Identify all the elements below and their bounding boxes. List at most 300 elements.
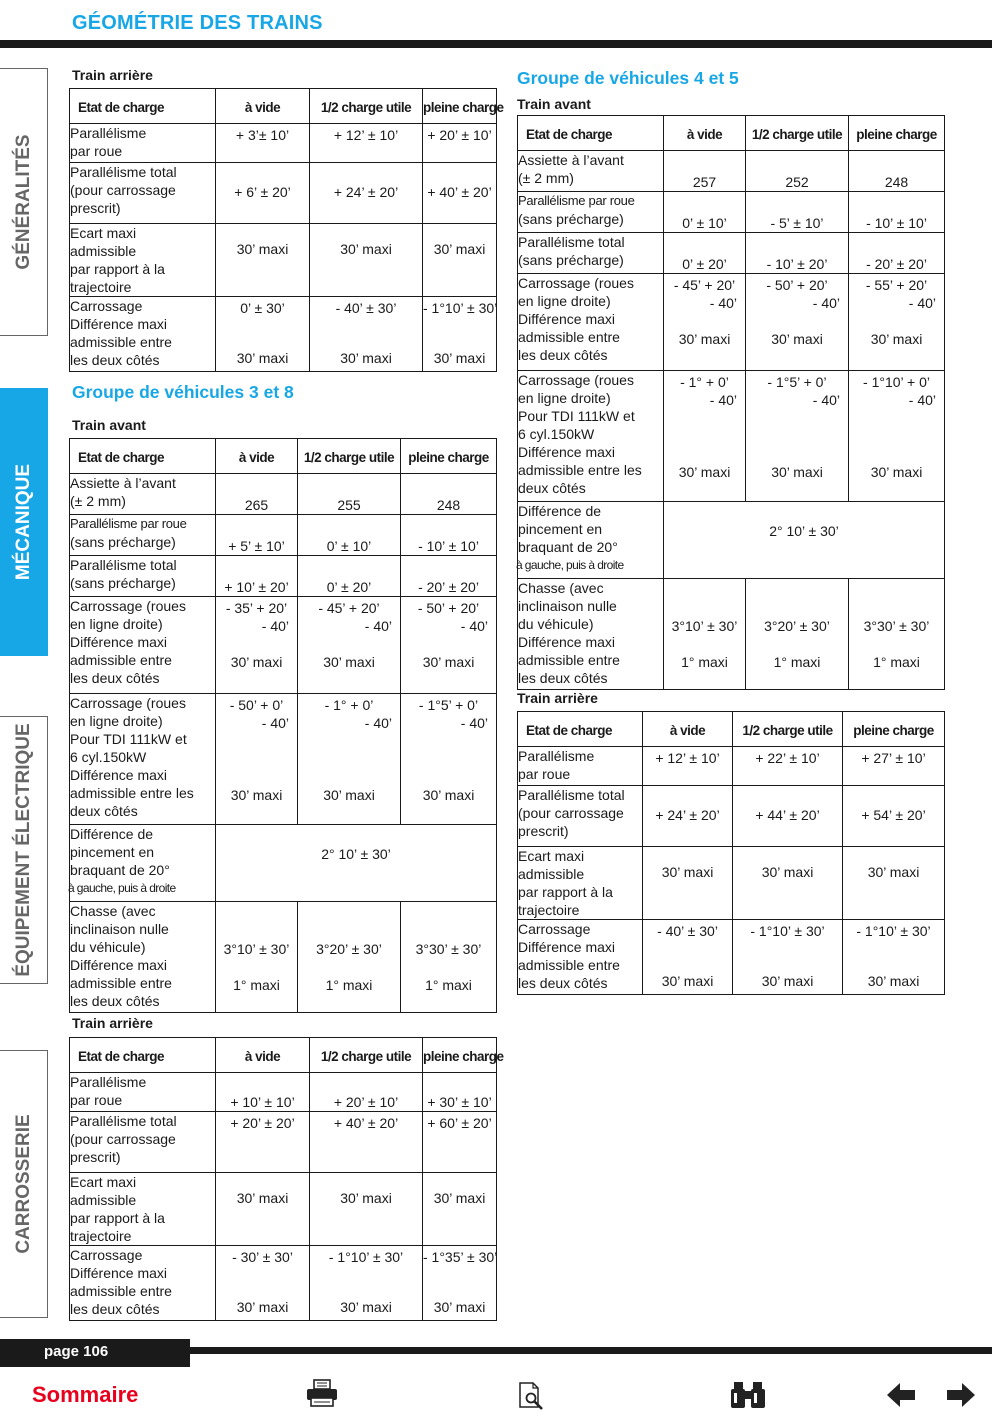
cell-value: - 1° + 0’ xyxy=(680,374,729,390)
value-cell xyxy=(843,747,945,786)
row-label-line: Pour TDI 111kW et xyxy=(518,408,635,424)
cell-value: - 50’ + 20’ xyxy=(417,600,480,616)
cell-value: - 40’ xyxy=(709,295,737,311)
cell-value: 30’ maxi xyxy=(661,973,714,989)
column-header: 1/2 charge utile xyxy=(733,712,843,747)
group-title-3-8: Groupe de véhicules 3 et 8 xyxy=(72,382,294,402)
value-cell xyxy=(843,786,945,847)
row-label-line: du véhicule) xyxy=(70,939,146,955)
cell-value: 30’ maxi xyxy=(236,1299,289,1315)
table-row xyxy=(70,163,497,224)
row-label xyxy=(518,502,664,579)
alignment-table-4-5-rear xyxy=(517,711,945,995)
row-label xyxy=(70,474,216,515)
cell-value: - 40’ ± 30’ xyxy=(335,300,397,316)
table-row xyxy=(518,920,945,995)
row-label-line: Chasse (avec xyxy=(70,903,156,919)
cell-value: - 40’ xyxy=(908,392,936,408)
row-label-line: Chasse (avec xyxy=(518,580,604,596)
row-label-line: par rapport à la xyxy=(518,884,613,900)
row-label-line: admissible entre xyxy=(518,329,620,345)
printer-icon[interactable] xyxy=(305,1378,339,1408)
value-cell xyxy=(423,163,497,224)
row-label xyxy=(70,597,216,694)
row-label xyxy=(70,556,216,597)
row-label xyxy=(518,233,664,274)
table-row xyxy=(70,1246,497,1321)
row-label-line: (pour carrossage xyxy=(518,805,624,821)
table-row xyxy=(518,579,945,690)
value-cell xyxy=(216,1073,310,1112)
row-label-line: 6 cyl.150kW xyxy=(518,426,595,442)
page-number: page 106 xyxy=(44,1343,109,1360)
column-header: Etat de charge xyxy=(518,116,664,151)
row-label-line: en ligne droite) xyxy=(518,293,611,309)
value-cell xyxy=(664,274,746,371)
cell-value: 30’ maxi xyxy=(433,1190,486,1206)
cell-value: 1° maxi xyxy=(425,977,472,993)
column-header: pleine charge xyxy=(401,439,497,474)
binoculars-icon[interactable] xyxy=(729,1380,767,1410)
tab-label: MÉCANIQUE xyxy=(12,463,34,581)
cell-value: 3°10’ ± 30’ xyxy=(671,618,738,634)
cell-value: - 1°35’ ± 30’ xyxy=(423,1249,498,1265)
cell-value: 30’ maxi xyxy=(323,787,375,803)
column-header: pleine charge xyxy=(423,1038,497,1073)
row-label-line: Pour TDI 111kW et xyxy=(70,731,187,747)
table-row xyxy=(70,1112,497,1173)
cell-value: 1° maxi xyxy=(325,977,373,993)
cell-value: - 40’ ± 30’ xyxy=(657,923,718,939)
document-search-icon[interactable] xyxy=(518,1381,546,1411)
row-label-line: prescrit) xyxy=(70,1149,121,1165)
value-cell xyxy=(643,747,733,786)
table-row xyxy=(70,556,497,597)
cell-value: - 10’ ± 10’ xyxy=(418,538,479,554)
row-label-line: Parallélisme total xyxy=(70,164,177,180)
value-cell xyxy=(310,124,423,163)
row-label-line: (pour carrossage xyxy=(70,182,176,198)
arrow-right-icon[interactable] xyxy=(946,1382,976,1408)
cell-value: 30’ maxi xyxy=(867,864,920,880)
cell-value: + 10’ ± 10’ xyxy=(230,1094,295,1110)
cell-value: - 20’ ± 20’ xyxy=(418,579,479,595)
value-cell xyxy=(216,1246,310,1321)
row-label-line: admissible entre xyxy=(70,975,172,991)
alignment-table-top-rear xyxy=(69,88,504,372)
cell-value: - 40’ xyxy=(908,295,936,311)
row-label-line: Différence maxi xyxy=(70,1265,168,1281)
value-cell xyxy=(643,786,733,847)
cell-value: - 40’ xyxy=(261,715,289,731)
cell-value: 30’ maxi xyxy=(771,464,823,480)
row-label-line: trajectoire xyxy=(70,279,132,295)
cell-value: - 1°10’ ± 30’ xyxy=(423,300,498,316)
table-row xyxy=(518,371,945,502)
cell-value: - 40’ xyxy=(812,295,840,311)
value-cell xyxy=(849,151,945,192)
cell-value: 255 xyxy=(337,497,361,513)
cell-value: - 55’ + 20’ xyxy=(865,277,928,293)
row-label-line: par rapport à la xyxy=(70,261,165,277)
cell-value: - 40’ xyxy=(812,392,840,408)
cell-value: 3°20’ ± 30’ xyxy=(764,618,830,634)
group-title-4-5: Groupe de véhicules 4 et 5 xyxy=(517,68,739,88)
row-label xyxy=(70,1112,216,1173)
value-cell xyxy=(849,371,945,502)
row-label-line: admissible entre xyxy=(70,1283,172,1299)
row-label-line: les deux côtés xyxy=(518,347,608,363)
row-label-line: admissible entre les xyxy=(70,785,194,801)
value-cell xyxy=(664,371,746,502)
value-cell xyxy=(216,694,298,825)
cell-value: + 6’ ± 20’ xyxy=(234,184,291,200)
tab-mecanique[interactable] xyxy=(0,388,48,656)
cell-value: - 35’ + 20’ xyxy=(225,600,288,616)
cell-value: + 20’ ± 20’ xyxy=(230,1115,295,1131)
section-title-top-rear: Train arrière xyxy=(72,67,153,83)
cell-value: - 1°10’ + 0’ xyxy=(863,374,930,390)
table-row xyxy=(518,274,945,371)
table-row xyxy=(70,825,497,902)
row-label-line: les deux côtés xyxy=(70,1301,160,1317)
row-label-line: Assiette à l’avant xyxy=(70,475,176,491)
row-label xyxy=(70,825,216,902)
cell-value: - 10’ ± 20’ xyxy=(766,256,828,272)
row-label-line: les deux côtés xyxy=(70,352,160,368)
cell-value: 30’ maxi xyxy=(340,1299,392,1315)
row-label-line: Parallélisme par roue xyxy=(518,193,635,208)
row-label-line: Parallélisme xyxy=(70,125,147,141)
table-header-row xyxy=(70,439,497,474)
cell-value: 30’ maxi xyxy=(433,350,486,366)
cell-value: 30’ maxi xyxy=(867,973,920,989)
cell-value: 30’ maxi xyxy=(661,864,714,880)
cell-value: 3°10’ ± 30’ xyxy=(223,941,290,957)
column-header: à vide xyxy=(216,439,298,474)
row-label xyxy=(70,124,216,163)
cell-value: 248 xyxy=(436,497,461,513)
row-label-line: Carrossage (roues xyxy=(70,695,186,711)
value-cell xyxy=(843,920,945,995)
cell-value: 30’ maxi xyxy=(433,1299,486,1315)
table-row xyxy=(70,902,497,1013)
row-label-line: par rapport à la xyxy=(70,1210,165,1226)
value-cell xyxy=(401,556,497,597)
value-cell xyxy=(310,1246,423,1321)
row-label-line: (sans précharge) xyxy=(518,252,624,268)
table-row xyxy=(70,224,497,297)
cell-value: 30’ maxi xyxy=(761,864,814,880)
cell-value: 0’ ± 10’ xyxy=(682,215,727,231)
cell-value: + 40’ ± 20’ xyxy=(333,1115,399,1131)
value-cell xyxy=(423,124,497,163)
value-cell xyxy=(216,515,298,556)
cell-value: 0’ ± 20’ xyxy=(326,579,372,595)
tab-equipement-electrique[interactable] xyxy=(0,716,48,984)
row-label xyxy=(518,371,664,502)
cell-value: 30’ maxi xyxy=(870,464,923,480)
row-label xyxy=(70,297,216,372)
cell-value: - 40’ xyxy=(261,618,289,634)
cell-value: 257 xyxy=(692,174,717,190)
cell-value: - 40’ xyxy=(460,618,488,634)
cell-value: + 12’ ± 10’ xyxy=(655,750,720,766)
row-label-line: prescrit) xyxy=(518,823,569,839)
row-label-line: (sans précharge) xyxy=(70,534,176,550)
row-label-line: braquant de 20° xyxy=(518,539,618,555)
cell-value: - 40’ xyxy=(364,618,392,634)
table-row xyxy=(518,192,945,233)
cell-value: 30’ maxi xyxy=(433,241,486,257)
cell-value: + 40’ ± 20’ xyxy=(427,184,492,200)
section-title-45-front: Train avant xyxy=(517,96,591,112)
row-label-line: Parallélisme total xyxy=(70,557,177,573)
arrow-left-icon[interactable] xyxy=(886,1382,916,1408)
cell-value: - 1°10’ ± 30’ xyxy=(328,1249,404,1265)
cell-value: 0’ ± 30’ xyxy=(240,300,285,316)
row-label-line: Parallélisme par roue xyxy=(70,516,187,531)
cell-value: 30’ maxi xyxy=(870,331,923,347)
row-label-line: Différence de xyxy=(70,826,154,842)
value-cell xyxy=(216,1112,310,1173)
value-cell xyxy=(216,902,298,1013)
value-cell xyxy=(664,192,746,233)
row-label-line: les deux côtés xyxy=(518,670,608,686)
row-label-line: Ecart maxi xyxy=(70,1174,137,1190)
row-label-line: admissible entre xyxy=(70,652,172,668)
value-cell xyxy=(298,902,401,1013)
row-label-line: Carrossage (roues xyxy=(518,372,634,388)
cell-value: 30’ maxi xyxy=(230,654,283,670)
column-header: à vide xyxy=(216,89,310,124)
cell-value: 30’ maxi xyxy=(340,350,392,366)
value-cell xyxy=(423,1073,497,1112)
column-header: 1/2 charge utile xyxy=(310,1038,423,1073)
footer-bar xyxy=(190,1347,992,1354)
cell-value: - 5’ ± 10’ xyxy=(770,215,824,231)
row-label-line: par roue xyxy=(518,766,571,782)
table-row xyxy=(70,694,497,825)
row-label-line: admissible entre xyxy=(518,652,620,668)
cell-value: 3°30’ ± 30’ xyxy=(415,941,482,957)
row-label-line: Parallélisme total xyxy=(518,234,625,250)
table-row xyxy=(70,1073,497,1112)
value-cell xyxy=(216,556,298,597)
row-label xyxy=(518,747,643,786)
cell-value: - 10’ ± 10’ xyxy=(866,215,927,231)
value-cell xyxy=(733,920,843,995)
row-label xyxy=(518,274,664,371)
cell-value: 1° maxi xyxy=(233,977,280,993)
table-header-row xyxy=(518,712,945,747)
column-header: Etat de charge xyxy=(518,712,643,747)
tab-carrosserie[interactable] xyxy=(0,1050,48,1318)
table-row xyxy=(518,847,945,920)
cell-value: + 20’ ± 10’ xyxy=(427,127,492,143)
table-header-row xyxy=(518,116,945,151)
header-bar xyxy=(0,40,992,48)
column-header: Etat de charge xyxy=(70,89,216,124)
row-label xyxy=(518,920,643,995)
cell-value: + 20’ ± 10’ xyxy=(333,1094,399,1110)
row-label xyxy=(70,163,216,224)
row-label-line: en ligne droite) xyxy=(518,390,611,406)
value-cell xyxy=(849,274,945,371)
row-label-line: Différence maxi xyxy=(70,767,168,783)
cell-value: + 44’ ± 20’ xyxy=(755,807,820,823)
tab-generalites[interactable] xyxy=(0,68,48,336)
column-header: 1/2 charge utile xyxy=(746,116,849,151)
value-cell xyxy=(664,579,746,690)
value-cell xyxy=(664,233,746,274)
page-title: GÉOMÉTRIE DES TRAINS xyxy=(72,12,323,34)
row-label-line: les deux côtés xyxy=(70,993,160,1009)
value-cell xyxy=(643,847,733,920)
row-label xyxy=(70,1173,216,1246)
row-label-line: deux côtés xyxy=(518,480,586,496)
cell-value: - 45’ + 20’ xyxy=(673,277,736,293)
row-label xyxy=(70,1246,216,1321)
row-label-line: en ligne droite) xyxy=(70,616,163,632)
row-label-line: inclinaison nulle xyxy=(518,598,617,614)
cell-value: - 50’ + 20’ xyxy=(766,277,828,293)
cell-value: + 30’ ± 10’ xyxy=(427,1094,492,1110)
row-label-line: trajectoire xyxy=(70,1228,132,1244)
sommaire-link[interactable]: Sommaire xyxy=(32,1382,139,1407)
cell-value: 30’ maxi xyxy=(771,331,823,347)
row-label-line: inclinaison nulle xyxy=(70,921,169,937)
value-cell xyxy=(401,597,497,694)
cell-value: + 27’ ± 10’ xyxy=(861,750,926,766)
value-cell xyxy=(310,163,423,224)
row-label-line: admissible entre les xyxy=(518,462,642,478)
row-label-line: en ligne droite) xyxy=(70,713,163,729)
table-row xyxy=(70,597,497,694)
table-row xyxy=(518,151,945,192)
row-label-line: (pour carrossage xyxy=(70,1131,176,1147)
value-cell xyxy=(746,579,849,690)
cell-value: 3°30’ ± 30’ xyxy=(863,618,930,634)
value-cell xyxy=(423,1246,497,1321)
cell-value: 30’ maxi xyxy=(340,1190,392,1206)
table-row xyxy=(70,124,497,163)
cell-value: 30’ maxi xyxy=(761,973,814,989)
row-label-line: prescrit) xyxy=(70,200,121,216)
cell-value: 30’ maxi xyxy=(236,1190,289,1206)
cell-value: 30’ maxi xyxy=(236,241,289,257)
value-cell xyxy=(746,274,849,371)
cell-value: 265 xyxy=(244,497,269,513)
value-cell xyxy=(664,151,746,192)
column-header: à vide xyxy=(216,1038,310,1073)
row-label xyxy=(70,694,216,825)
value-cell xyxy=(310,1112,423,1173)
value-cell xyxy=(746,192,849,233)
row-label-line: les deux côtés xyxy=(518,975,608,991)
row-label-line: par roue xyxy=(70,143,123,159)
column-header: à vide xyxy=(643,712,733,747)
value-cell xyxy=(216,124,310,163)
table-row xyxy=(70,474,497,515)
value-cell xyxy=(216,297,310,372)
cell-value: 0’ ± 10’ xyxy=(326,538,372,554)
row-label-line: admissible xyxy=(518,866,585,882)
cell-value: + 3’± 10’ xyxy=(235,127,290,143)
table-row xyxy=(70,1173,497,1246)
row-label-line: admissible entre xyxy=(70,334,172,350)
cell-value: 0’ ± 20’ xyxy=(682,256,727,272)
row-label-line: Carrossage xyxy=(70,298,143,314)
value-cell xyxy=(746,371,849,502)
row-label xyxy=(70,902,216,1013)
row-label-line: à gauche, puis à droite xyxy=(68,881,176,895)
value-cell xyxy=(643,920,733,995)
column-header: à vide xyxy=(664,116,746,151)
column-header: 1/2 charge utile xyxy=(298,439,401,474)
alignment-table-3-8-front xyxy=(69,438,497,1013)
cell-value: - 1°10’ ± 30’ xyxy=(750,923,825,939)
cell-value: - 50’ + 0’ xyxy=(229,697,284,713)
row-label-line: admissible entre xyxy=(518,957,620,973)
row-label-line: (± 2 mm) xyxy=(518,170,574,186)
cell-value: 1° maxi xyxy=(873,654,920,670)
cell-value: 30’ maxi xyxy=(422,654,475,670)
cell-value: - 40’ xyxy=(460,715,488,731)
cell-value: 30’ maxi xyxy=(422,787,475,803)
row-label-line: 6 cyl.150kW xyxy=(70,749,147,765)
row-label-line: (sans précharge) xyxy=(70,575,176,591)
row-label-line: Parallélisme xyxy=(70,1074,147,1090)
row-label-line: Différence maxi xyxy=(70,316,168,332)
row-label xyxy=(518,579,664,690)
cell-value: 252 xyxy=(785,174,809,190)
cell-value: 1° maxi xyxy=(773,654,821,670)
row-label xyxy=(518,151,664,192)
row-label xyxy=(70,224,216,297)
table-row xyxy=(518,786,945,847)
value-cell xyxy=(216,474,298,515)
row-label-line: Assiette à l’avant xyxy=(518,152,624,168)
value-cell xyxy=(310,297,423,372)
cell-value: + 22’ ± 10’ xyxy=(755,750,820,766)
table-row xyxy=(518,502,945,579)
row-label-line: Différence maxi xyxy=(518,444,616,460)
value-cell xyxy=(216,1173,310,1246)
value-cell xyxy=(746,151,849,192)
value-cell xyxy=(423,297,497,372)
cell-value: - 1°10’ ± 30’ xyxy=(856,923,931,939)
row-label-line: à gauche, puis à droite xyxy=(516,558,624,572)
alignment-table-4-5-front xyxy=(517,115,945,690)
value-cell xyxy=(401,515,497,556)
row-label xyxy=(70,515,216,556)
cell-value: 30’ maxi xyxy=(678,464,731,480)
row-label-line: Carrossage (roues xyxy=(70,598,186,614)
row-label-line: Ecart maxi xyxy=(518,848,585,864)
value-cell xyxy=(733,747,843,786)
column-header: pleine charge xyxy=(849,116,945,151)
value-cell xyxy=(216,224,310,297)
value-cell xyxy=(849,233,945,274)
cell-value: + 54’ ± 20’ xyxy=(861,807,926,823)
cell-value: - 1°5’ + 0’ xyxy=(767,374,827,390)
cell-value: - 40’ xyxy=(709,392,737,408)
section-title-38-rear: Train arrière xyxy=(72,1015,153,1031)
cell-value: 2° 10’ ± 30’ xyxy=(769,523,839,539)
value-cell xyxy=(216,597,298,694)
row-label-line: deux côtés xyxy=(70,803,138,819)
